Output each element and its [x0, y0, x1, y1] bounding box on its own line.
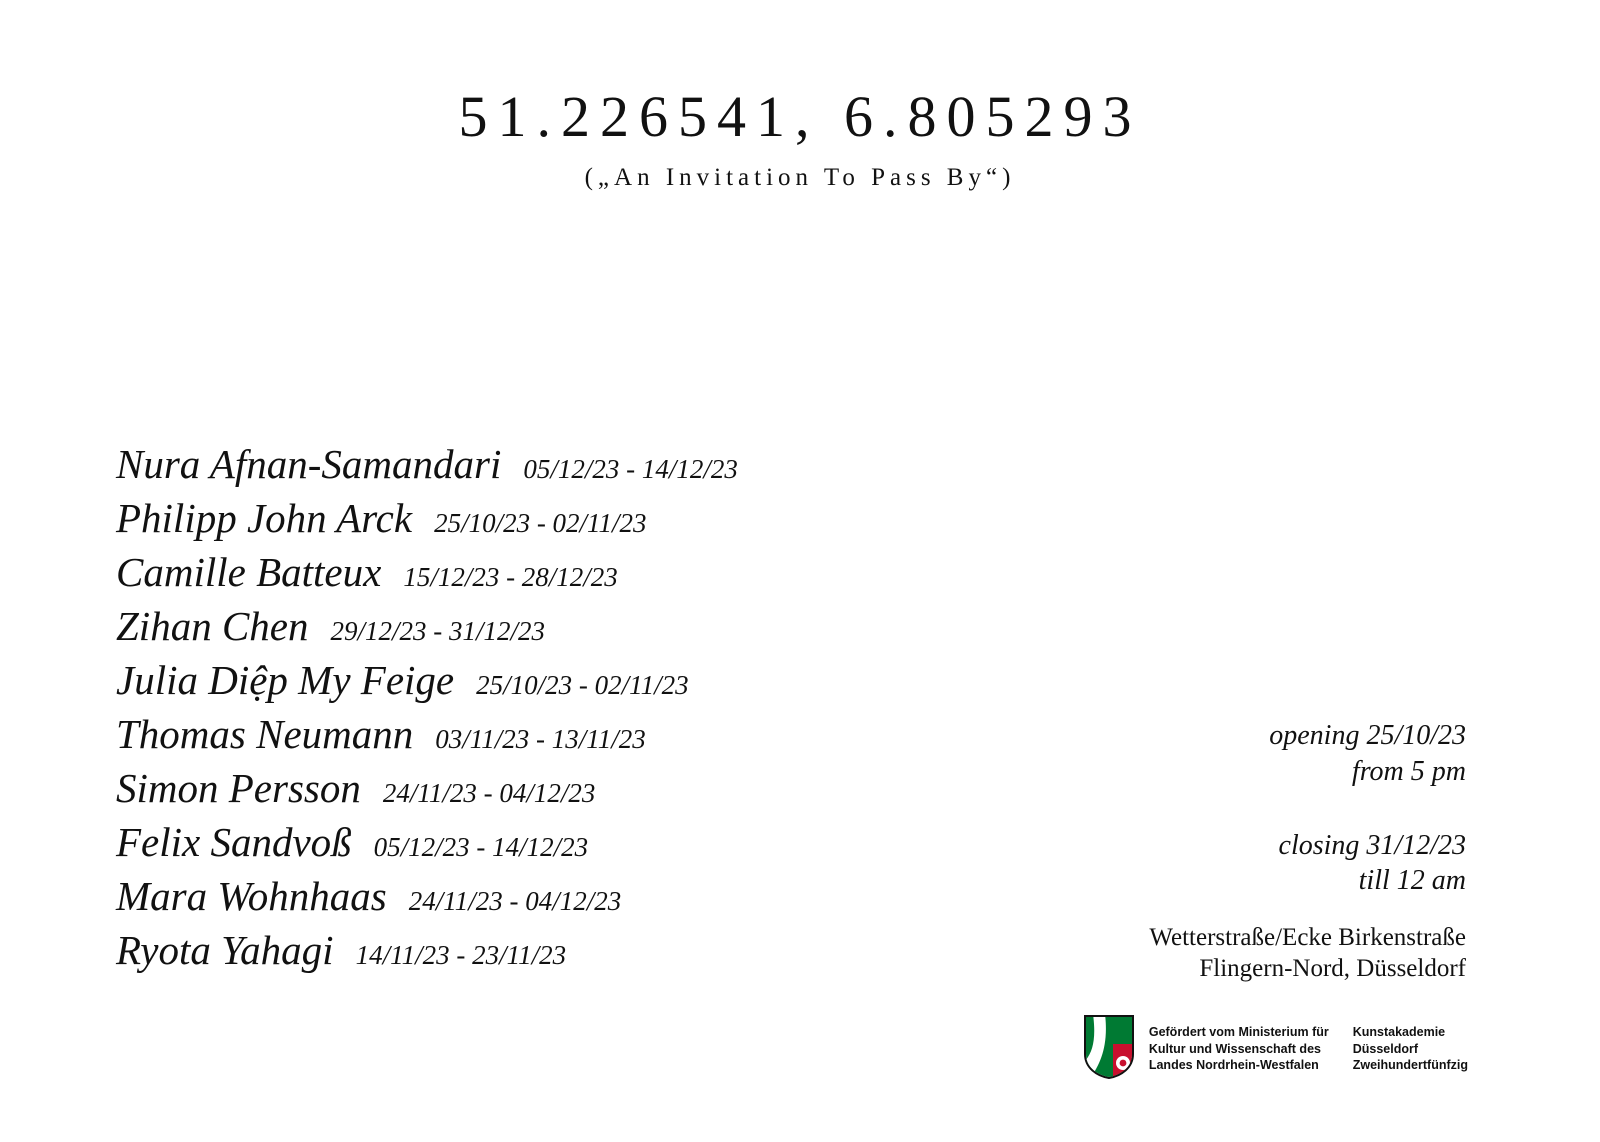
list-item: [116, 819, 1016, 876]
closing-time: till 12 am: [1358, 865, 1466, 897]
list-item: [116, 711, 1016, 768]
funder-line-1: Gefördert vom Ministerium für: [1148, 1025, 1329, 1039]
artist-dates: 25/10/23 - 02/11/23: [476, 670, 689, 700]
nrw-crest-icon: [1083, 1014, 1135, 1080]
artist-name: Ryota Yahagi: [116, 927, 334, 973]
artist-name: Camille Batteux: [116, 549, 382, 595]
artist-dates: 24/11/23 - 04/12/23: [408, 886, 622, 916]
list-item: [116, 873, 1016, 930]
page-title: 51.226541, 6.805293: [458, 84, 1142, 149]
list-item: [116, 765, 1016, 822]
artist-name: Zihan Chen: [116, 603, 309, 649]
page-subtitle: („An Invitation To Pass By“): [584, 164, 1016, 191]
artist-name: Nura Afnan-Samandari: [116, 441, 502, 487]
list-item: [116, 603, 1016, 660]
funder-line-3: Landes Nordrhein-Westfalen: [1148, 1058, 1319, 1072]
list-item: [116, 927, 1016, 984]
venue-address: [1006, 922, 1466, 985]
artist-dates: 05/12/23 - 14/12/23: [373, 832, 589, 862]
list-item: [116, 441, 1016, 498]
artist-dates: 14/11/23 - 23/11/23: [355, 940, 567, 970]
list-item: [116, 495, 1016, 552]
event-info: [1046, 718, 1466, 899]
opening-time: from 5 pm: [1351, 755, 1466, 787]
academy-line-3: Zweihundertfünfzig: [1352, 1058, 1468, 1072]
closing-date: closing 31/12/23: [1278, 829, 1466, 861]
academy-line-1: Kunstakademie: [1352, 1025, 1446, 1039]
list-item: [116, 657, 1016, 714]
artist-name: Mara Wohnhaas: [116, 873, 387, 919]
artist-dates: 03/11/23 - 13/11/23: [435, 724, 646, 754]
artist-dates: 15/12/23 - 28/12/23: [403, 562, 618, 592]
funder-credit: [1149, 1014, 1329, 1074]
artist-dates: 24/11/23 - 04/12/23: [382, 778, 596, 808]
poster-header: [0, 84, 1600, 192]
academy-line-2: Düsseldorf: [1352, 1041, 1419, 1056]
artist-name: Thomas Neumann: [116, 711, 414, 757]
artist-name: Simon Persson: [116, 765, 361, 811]
closing-info: [1046, 828, 1466, 900]
artist-dates: 05/12/23 - 14/12/23: [523, 454, 738, 484]
artist-dates: 25/10/23 - 02/11/23: [434, 508, 647, 538]
artist-name: Julia Diệp My Feige: [116, 657, 455, 703]
artist-name: Philipp John Arck: [116, 495, 413, 541]
opening-date: opening 25/10/23: [1269, 720, 1466, 751]
artist-list: [116, 441, 1016, 984]
funder-line-2: Kultur und Wissenschaft des: [1148, 1041, 1321, 1056]
list-item: [116, 549, 1016, 606]
opening-info: [1046, 718, 1466, 790]
artist-dates: 29/12/23 - 31/12/23: [330, 616, 545, 646]
footer-logos: [1083, 1014, 1468, 1080]
address-city: Flingern-Nord, Düsseldorf: [1199, 955, 1466, 983]
artist-name: Felix Sandvoß: [116, 819, 352, 865]
address-street: Wetterstraße/Ecke Birkenstraße: [1149, 924, 1466, 951]
academy-credit: [1353, 1014, 1468, 1074]
